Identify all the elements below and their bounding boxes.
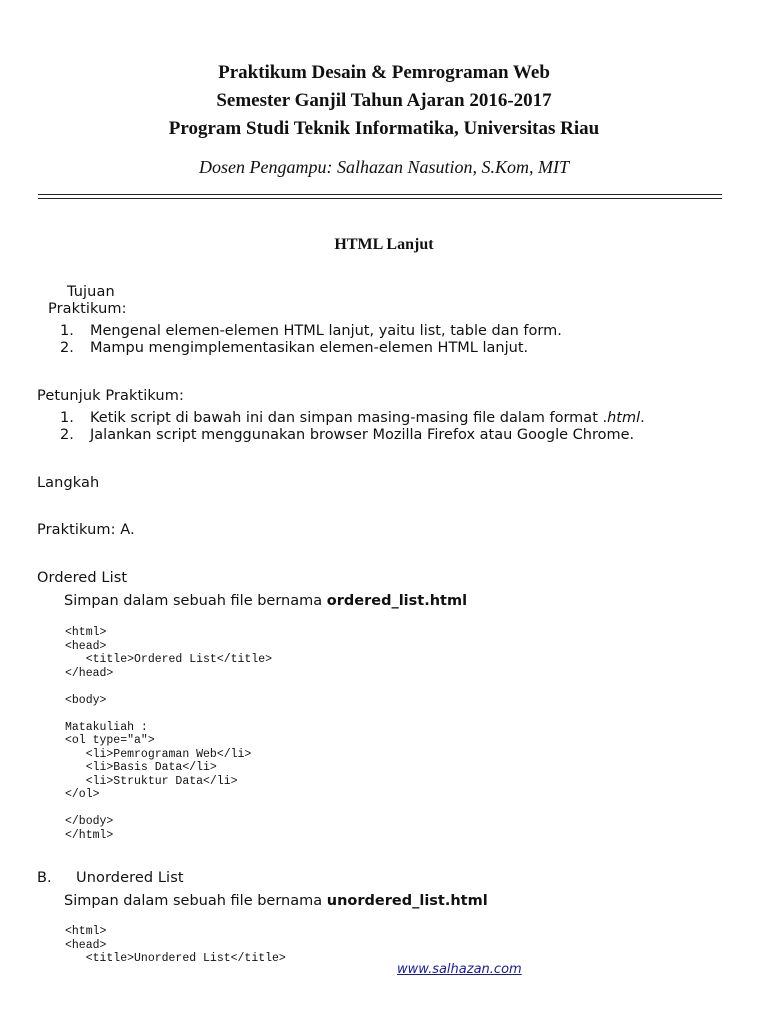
filename: ordered_list.html (326, 593, 468, 609)
filename: unordered_list.html (326, 893, 488, 909)
code-block-ordered-list: <html> <head> <title>Ordered List</title> </head> <body> Matakuliah : <ol type="a"> <li>Pemrograman Web</li> <li>Basis Data</li> <li>Struktur Data</li> </ol> </body> </html> (65, 626, 273, 842)
petunjuk-label: Petunjuk Praktikum: (37, 388, 184, 404)
instruction-text: Simpan dalam sebuah file bernama (64, 893, 327, 909)
list-text-part: . (640, 410, 645, 426)
header-lecturer: Dosen Pengampu: Salhazan Nasution, S.Kom, MIT (199, 157, 569, 177)
section-b-heading: Unordered List (76, 870, 184, 886)
list-number: 1. (60, 410, 74, 426)
document-title: HTML Lanjut (334, 236, 434, 253)
footer-website-link[interactable]: www.salhazan.com (397, 962, 522, 977)
langkah-label-line2: Praktikum: A. (37, 522, 135, 538)
list-text-part: Ketik script di bawah ini dan simpan masing-masing file dalam format . (90, 410, 608, 426)
tujuan-label-line1: Tujuan (67, 284, 115, 300)
list-text: Mampu mengimplementasikan elemen-elemen HTML lanjut. (90, 340, 529, 356)
langkah-label-line1: Langkah (37, 475, 100, 491)
header-divider-bottom (38, 198, 722, 199)
list-text: Jalankan script menggunakan browser Mozilla Firefox atau Google Chrome. (90, 427, 635, 443)
header-program: Program Studi Teknik Informatika, Universitas Riau (168, 118, 600, 139)
header-divider-top (38, 194, 722, 195)
code-block-unordered-list: <html> <head> <title>Unordered List</title> (65, 925, 286, 965)
header-title: Praktikum Desain & Pemrograman Web (218, 62, 550, 83)
list-number: 1. (60, 323, 74, 339)
section-a-instruction (64, 593, 467, 609)
list-text (90, 410, 645, 427)
list-text: Mengenal elemen-elemen HTML lanjut, yaitu list, table dan form. (90, 323, 562, 339)
list-number: 2. (60, 340, 74, 356)
header-semester: Semester Ganjil Tahun Ajaran 2016-2017 (216, 90, 552, 111)
list-number: 2. (60, 427, 74, 443)
section-b-instruction (64, 893, 488, 909)
instruction-text: Simpan dalam sebuah file bernama (64, 593, 327, 609)
section-b-letter: B. (37, 870, 52, 886)
tujuan-label-line2: Praktikum: (48, 301, 127, 317)
file-format-text: html (607, 410, 641, 426)
section-a-heading: Ordered List (37, 570, 128, 586)
